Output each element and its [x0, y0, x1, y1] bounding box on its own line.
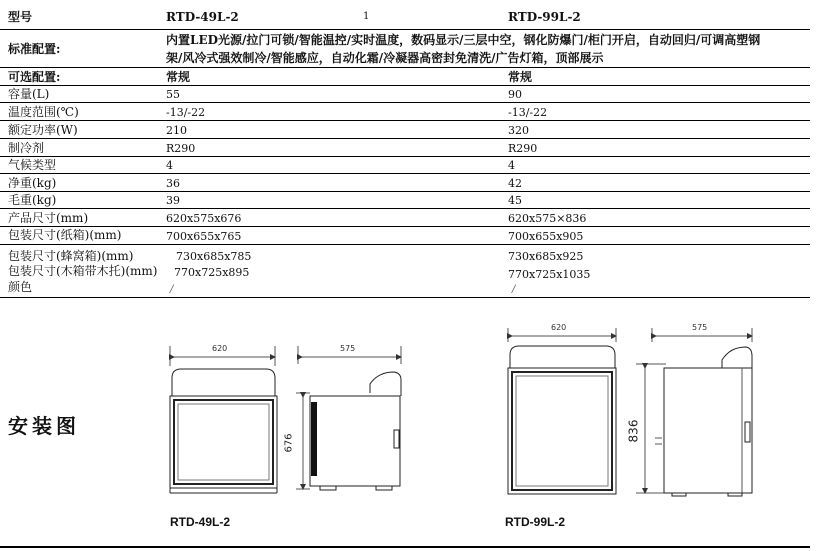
spec-row-label: 产品尺寸(mm) — [8, 211, 89, 225]
model-a-height-label: 676 — [283, 433, 295, 453]
spec-row-value-b: 320 — [508, 124, 529, 137]
spec-row-label: 制冷剂 — [8, 141, 45, 155]
color-label: 颜色 — [8, 280, 33, 294]
spec-row-value-a: 210 — [166, 124, 187, 137]
spec-row-value-a: -13/-22 — [166, 106, 206, 119]
spec-row-value-b: 700x655x905 — [508, 230, 584, 243]
honeycomb-pack-label: 包装尺寸(蜂窝箱)(mm) — [8, 249, 134, 263]
spec-row-value-a: 620x575x676 — [166, 212, 242, 225]
model-b-name: RTD-99L-2 — [508, 10, 581, 24]
spec-row-value-a: R290 — [166, 142, 196, 155]
install-title: 安装图 — [8, 414, 80, 438]
honeycomb-pack-a: 730x685x785 — [176, 250, 252, 263]
spec-row-value-b: 45 — [508, 194, 522, 207]
model-b-side-view — [636, 328, 752, 496]
spec-row-value-b: 42 — [508, 177, 522, 190]
model-a-front-view — [170, 346, 277, 493]
spec-row-value-a: 39 — [166, 194, 180, 207]
optional-config-label: 可选配置: — [8, 70, 61, 84]
model-a-depth-label: 575 — [340, 344, 356, 353]
optional-config-b: 常规 — [508, 70, 533, 84]
wooden-pack-label: 包装尺寸(木箱带木托)(mm) — [8, 264, 158, 278]
model-a-caption: RTD-49L-2 — [170, 515, 231, 529]
spec-row-label: 包装尺寸(纸箱)(mm) — [8, 228, 122, 242]
spec-row-value-b: -13/-22 — [508, 106, 548, 119]
color-b: / — [512, 284, 516, 295]
spec-row-label: 温度范围(℃) — [8, 105, 79, 119]
spec-row-label: 毛重(kg) — [8, 193, 57, 207]
model-a-name: RTD-49L-2 — [166, 10, 239, 24]
spec-row-value-a: 700x655x765 — [166, 230, 242, 243]
model-b-caption: RTD-99L-2 — [505, 515, 566, 529]
wooden-pack-b: 770x725x1035 — [508, 268, 591, 281]
model-b-depth-label: 575 — [692, 323, 708, 332]
footer-rule — [0, 546, 810, 548]
spec-row-value-b: 4 — [508, 159, 515, 172]
honeycomb-pack-b: 730x685x925 — [508, 250, 584, 263]
spec-row-label: 容量(L) — [8, 87, 50, 101]
optional-config-a: 常规 — [166, 70, 191, 84]
standard-config-line1: 内置LED光源/拉门可锁/智能温控/实时温度，数码显示/三层中空，钢化防爆门/柜门开启，自动回归/可调高塑钢 — [166, 33, 761, 47]
spec-row-value-a: 4 — [166, 159, 173, 172]
spec-row-value-b: R290 — [508, 142, 538, 155]
model-b-height-label: 836 — [626, 419, 641, 443]
spec-row-value-a: 55 — [166, 88, 180, 101]
spec-row-label: 气候类型 — [8, 158, 57, 172]
spec-row-value-b: 90 — [508, 88, 522, 101]
model-b-front-view — [508, 328, 616, 494]
model-a-side-view — [296, 346, 401, 490]
model-b-width-label: 620 — [551, 323, 567, 332]
wooden-pack-a: 770x725x895 — [174, 266, 250, 279]
color-a: / — [170, 284, 174, 295]
standard-config-label: 标准配置: — [8, 42, 61, 56]
standard-config-line2: 架/风冷式强效制冷/智能感应，自动化霜/冷凝器高密封免清洗/广告灯箱，顶部展示 — [166, 51, 604, 65]
spec-row-label: 额定功率(W) — [8, 123, 78, 137]
model-label: 型号 — [8, 10, 33, 24]
spec-row-label: 净重(kg) — [8, 176, 57, 190]
spec-row-value-b: 620x575×836 — [508, 212, 587, 225]
spec-row-value-a: 36 — [166, 177, 180, 190]
page-number: 1 — [363, 11, 370, 22]
model-a-width-label: 620 — [212, 344, 228, 353]
